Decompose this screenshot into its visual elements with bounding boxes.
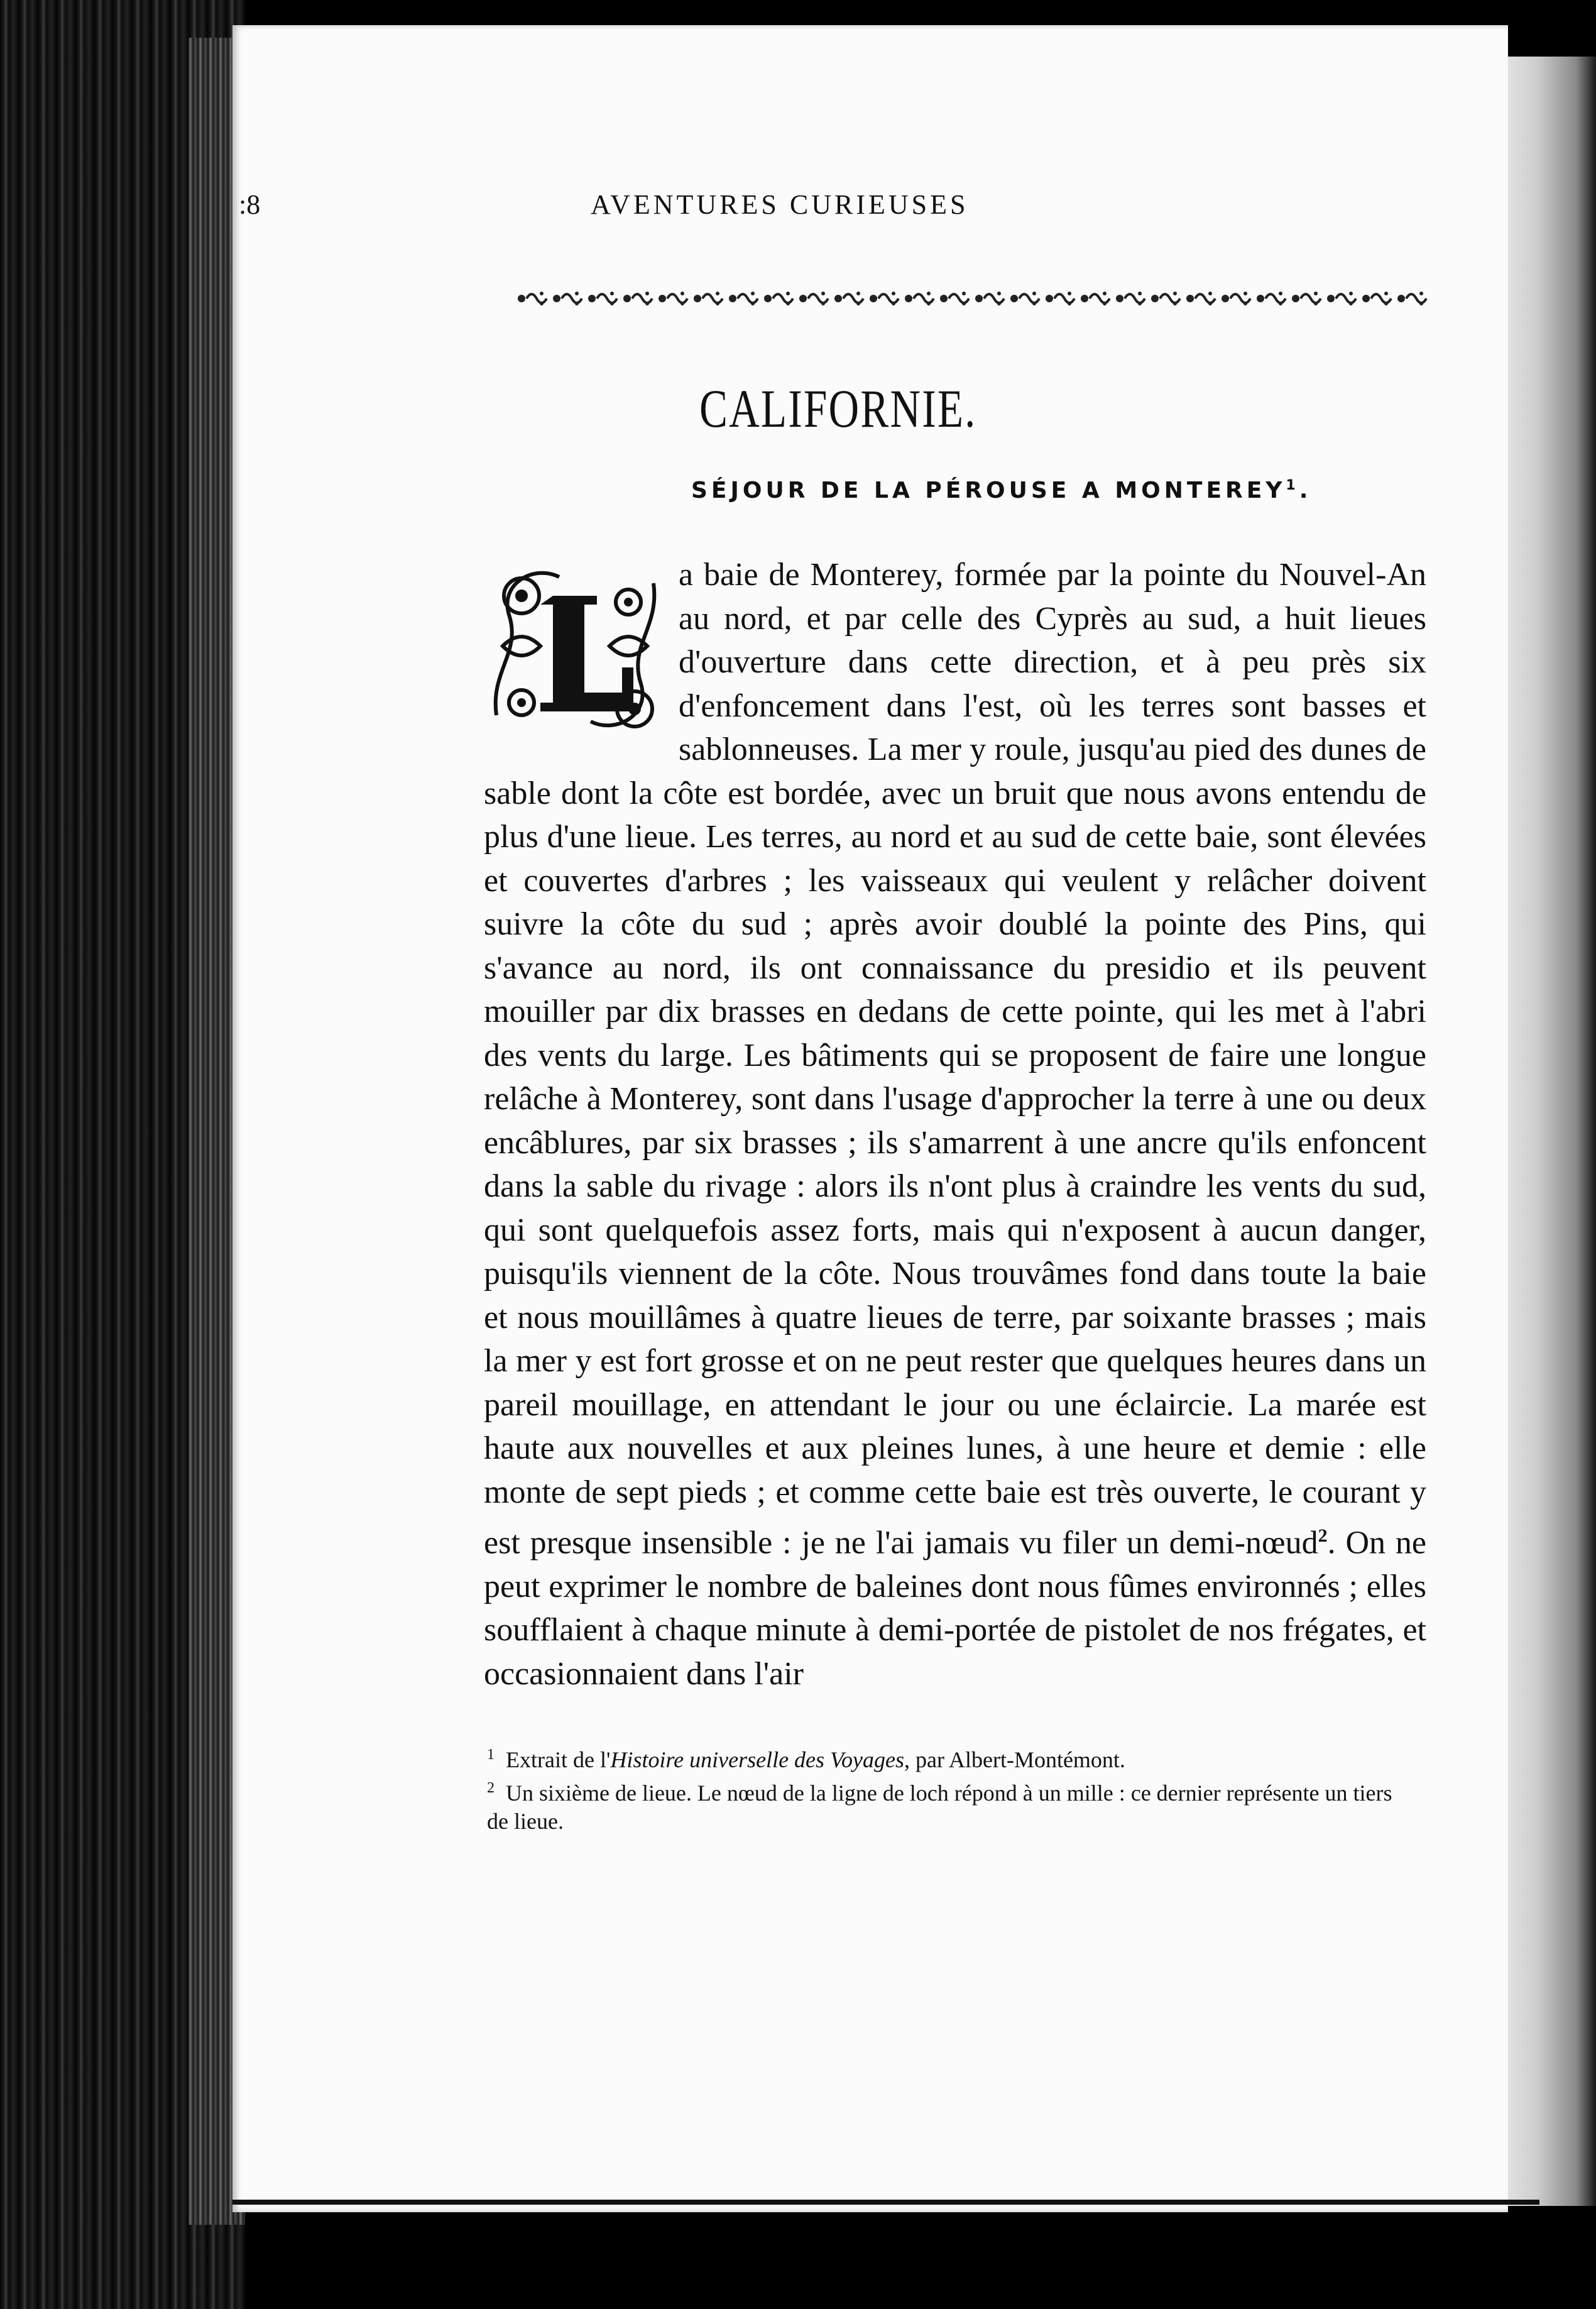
body-text — [484, 553, 1426, 1696]
footnote-2-mark: 2 — [487, 1780, 495, 1796]
paragraph-tail: . On ne peut exprimer le nombre de baleines dont nous fûmes environnés ; elles soufflaient à chaque minute à demi-portée de pistolet de nos frégates, et occasionnaient dans l'air — [484, 1525, 1426, 1692]
footnote-1-mark: 1 — [487, 1747, 495, 1763]
chapter-subtitle — [691, 478, 1312, 503]
ornamental-rule — [515, 286, 1445, 311]
footnote-2 — [452, 1774, 1407, 1836]
footnote-1-italic: Histoire universelle des Voyages — [610, 1747, 904, 1772]
footnotes — [452, 1741, 1407, 1836]
right-page-edge — [1495, 57, 1596, 2206]
page-number: :8 — [239, 189, 261, 220]
footnote-1 — [452, 1741, 1407, 1774]
page-bottom-edge — [232, 2200, 1539, 2205]
decorated-initial — [484, 558, 666, 740]
chapter-title: CALIFORNIE. — [699, 378, 977, 439]
running-head-title: AVENTURES CURIEUSES — [591, 189, 969, 220]
subtitle-end: . — [1299, 478, 1312, 503]
footnote-1-suffix: , par Albert-Montémont. — [904, 1747, 1125, 1772]
footnote-1-prefix: Extrait de l' — [506, 1747, 611, 1772]
subtitle-note-mark: 1 — [1286, 478, 1299, 493]
subtitle-text: SÉJOUR DE LA PÉROUSE A MONTEREY — [691, 478, 1286, 503]
note-mark-2: 2 — [1318, 1525, 1328, 1546]
paragraph-rest: a baie de Monterey, formée par la pointe du Nouvel-An au nord, et par celle des Cyprès au sud, a huit lieues d'ouverture dans cette direction, et à peu près six d'enfoncement dans l'est, où les terres sont basses et sablonneuses. La mer y roule, jusqu'au pied des dunes de sable dont la côte est bordée, avec un bruit que nous avons entendu de plus d'une lieue. Les terres, au nord et au sud de cette baie, sont élevées et couvertes d'arbres ; les vaisseaux qui veulent y relâcher doivent suivre la côte du sud ; après avoir doublé la pointe des Pins, qui s'avance au nord, ils ont connaissance du presidio et ils peuvent mouiller par dix brasses en dedans de cette pointe, qui les met à l'abri des vents du large. Les bâtiments qui se proposent de faire une longue relâche à Monterey, sont dans l'usage d'approcher la terre à une ou deux encâblures, par six brasses ; ils s'amarrent à une ancre qu'ils enfoncent dans la sable du rivage : alors ils n'ont plus à craindre les vents du sud, qui sont quelquefois assez forts, mais qui n'exposent à aucun danger, puisqu'ils viennent de la côte. Nous trouvâmes fond dans toute la baie et nous mouillâmes à quatre lieues de terre, par soixante brasses ; mais la mer y est fort grosse et on ne peut rester que quelques heures dans un pareil mouillage, en attendant le jour ou une éclaircie. La marée est haute aux nouvelles et aux pleines lunes, à une heure et demie : elle monte de sept pieds ; et comme cette baie est très ouverte, le courant y est presque insensible : je ne l'ai jamais vu filer un demi-nœud — [484, 557, 1426, 1561]
footnote-2-text: Un sixième de lieue. Le nœud de la ligne de loch répond à un mille : ce dernier représente un tiers de lieue. — [487, 1780, 1392, 1834]
